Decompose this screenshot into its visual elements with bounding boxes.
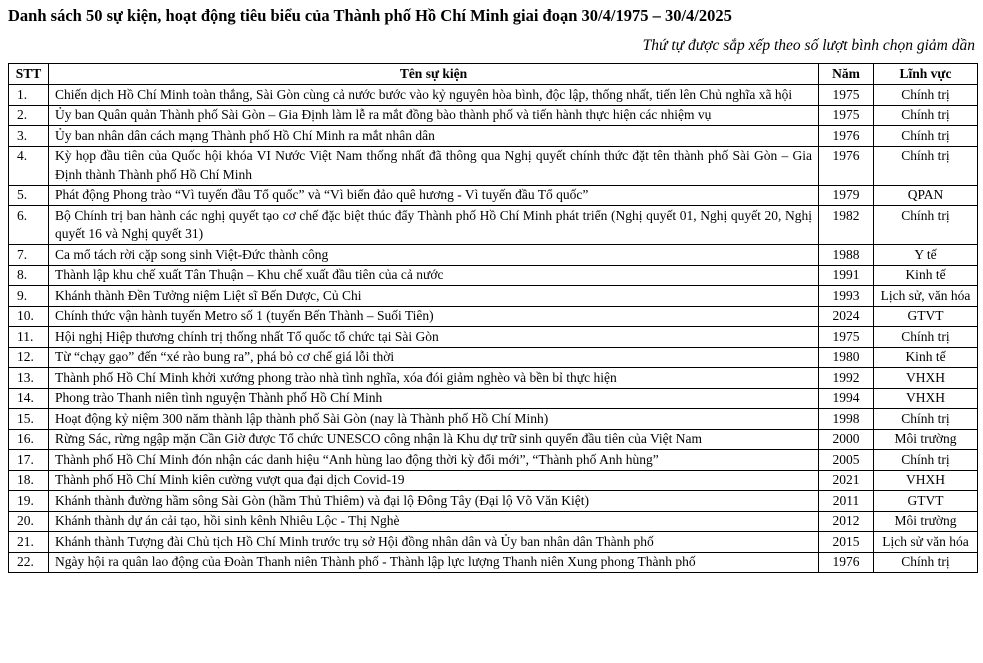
table-row	[9, 409, 978, 430]
field-cell: Chính trị	[874, 450, 978, 471]
table-row	[9, 245, 978, 266]
events-table	[8, 63, 978, 574]
table-header-row	[9, 63, 978, 85]
stt-cell: 3.	[9, 126, 49, 147]
stt-cell: 9.	[9, 286, 49, 307]
year-cell: 1975	[819, 327, 874, 348]
field-cell: VHXH	[874, 388, 978, 409]
year-cell: 1976	[819, 146, 874, 185]
column-header-stt: STT	[9, 63, 49, 85]
year-cell: 1979	[819, 185, 874, 206]
year-cell: 2015	[819, 532, 874, 553]
event-name-cell: Thành phố Hồ Chí Minh kiên cường vượt qua đại dịch Covid-19	[49, 470, 819, 491]
document-subtitle: Thứ tự được sắp xếp theo số lượt bình chọn giảm dần	[642, 36, 975, 54]
stt-cell: 17.	[9, 450, 49, 471]
year-cell: 1998	[819, 409, 874, 430]
field-cell: Chính trị	[874, 85, 978, 106]
document-title: Danh sách 50 sự kiện, hoạt động tiêu biểu của Thành phố Hồ Chí Minh giai đoạn 30/4/1975 – 30/4/2025	[8, 6, 732, 25]
stt-cell: 10.	[9, 306, 49, 327]
table-row	[9, 126, 978, 147]
table-row	[9, 206, 978, 245]
field-cell: Chính trị	[874, 327, 978, 348]
field-cell: Y tế	[874, 245, 978, 266]
year-cell: 1975	[819, 105, 874, 126]
field-cell: Lịch sử văn hóa	[874, 532, 978, 553]
event-name-cell: Ủy ban Quân quản Thành phố Sài Gòn – Gia Định làm lễ ra mắt đồng bào thành phố và tiến hành thực hiện các nhiệm vụ	[49, 105, 819, 126]
event-name-cell: Chiến dịch Hồ Chí Minh toàn thắng, Sài Gòn cùng cả nước bước vào kỷ nguyên hòa bình, độc lập, thống nhất, tiến lên Chủ nghĩa xã hội	[49, 85, 819, 106]
stt-cell: 2.	[9, 105, 49, 126]
table-row	[9, 450, 978, 471]
year-cell: 2005	[819, 450, 874, 471]
event-name-cell: Từ “chạy gạo” đến “xé rào bung ra”, phá bỏ cơ chế giá lỗi thời	[49, 347, 819, 368]
table-row	[9, 265, 978, 286]
table-row	[9, 105, 978, 126]
year-cell: 2000	[819, 429, 874, 450]
table-row	[9, 368, 978, 389]
event-name-cell: Phong trào Thanh niên tình nguyện Thành phố Hồ Chí Minh	[49, 388, 819, 409]
table-row	[9, 327, 978, 348]
column-header-event: Tên sự kiện	[49, 63, 819, 85]
year-cell: 2011	[819, 491, 874, 512]
stt-cell: 11.	[9, 327, 49, 348]
table-row	[9, 306, 978, 327]
year-cell: 2012	[819, 511, 874, 532]
field-cell: Môi trường	[874, 429, 978, 450]
year-cell: 1982	[819, 206, 874, 245]
column-header-year: Năm	[819, 63, 874, 85]
year-cell: 1994	[819, 388, 874, 409]
event-name-cell: Ca mổ tách rời cặp song sinh Việt-Đức thành công	[49, 245, 819, 266]
table-row	[9, 552, 978, 573]
year-cell: 1976	[819, 126, 874, 147]
event-name-cell: Rừng Sác, rừng ngập mặn Cần Giờ được Tổ chức UNESCO công nhận là Khu dự trữ sinh quyển đầu tiên của Việt Nam	[49, 429, 819, 450]
stt-cell: 19.	[9, 491, 49, 512]
event-name-cell: Thành phố Hồ Chí Minh khởi xướng phong trào nhà tình nghĩa, xóa đói giảm nghèo và bền bỉ thực hiện	[49, 368, 819, 389]
year-cell: 1993	[819, 286, 874, 307]
year-cell: 2021	[819, 470, 874, 491]
table-row	[9, 532, 978, 553]
table-row	[9, 286, 978, 307]
stt-cell: 4.	[9, 146, 49, 185]
year-cell: 1991	[819, 265, 874, 286]
event-name-cell: Khánh thành Đền Tưởng niệm Liệt sĩ Bến Dược, Củ Chi	[49, 286, 819, 307]
stt-cell: 13.	[9, 368, 49, 389]
event-name-cell: Hội nghị Hiệp thương chính trị thống nhất Tổ quốc tổ chức tại Sài Gòn	[49, 327, 819, 348]
stt-cell: 21.	[9, 532, 49, 553]
field-cell: Môi trường	[874, 511, 978, 532]
table-row	[9, 491, 978, 512]
event-name-cell: Kỳ họp đầu tiên của Quốc hội khóa VI Nước Việt Nam thống nhất đã thông qua Nghị quyết chính thức đặt tên thành phố Sài Gòn – Gia Định thành Thành phố Hồ Chí Minh	[49, 146, 819, 185]
field-cell: Lịch sử, văn hóa	[874, 286, 978, 307]
stt-cell: 6.	[9, 206, 49, 245]
field-cell: Chính trị	[874, 126, 978, 147]
field-cell: Chính trị	[874, 409, 978, 430]
stt-cell: 22.	[9, 552, 49, 573]
column-header-field: Lĩnh vực	[874, 63, 978, 85]
table-row	[9, 185, 978, 206]
year-cell: 1975	[819, 85, 874, 106]
field-cell: Kinh tế	[874, 347, 978, 368]
field-cell: Chính trị	[874, 105, 978, 126]
stt-cell: 20.	[9, 511, 49, 532]
stt-cell: 14.	[9, 388, 49, 409]
field-cell: GTVT	[874, 491, 978, 512]
event-name-cell: Khánh thành đường hầm sông Sài Gòn (hầm Thủ Thiêm) và đại lộ Đông Tây (Đại lộ Võ Văn Kiệt)	[49, 491, 819, 512]
year-cell: 1988	[819, 245, 874, 266]
event-name-cell: Khánh thành Tượng đài Chủ tịch Hồ Chí Minh trước trụ sở Hội đồng nhân dân và Ủy ban nhân dân Thành phố	[49, 532, 819, 553]
table-row	[9, 429, 978, 450]
year-cell: 1980	[819, 347, 874, 368]
field-cell: Chính trị	[874, 552, 978, 573]
field-cell: GTVT	[874, 306, 978, 327]
event-name-cell: Thành phố Hồ Chí Minh đón nhận các danh hiệu “Anh hùng lao động thời kỳ đổi mới”, “Thành phố Anh hùng”	[49, 450, 819, 471]
event-name-cell: Hoạt động kỷ niệm 300 năm thành lập thành phố Sài Gòn (nay là Thành phố Hồ Chí Minh)	[49, 409, 819, 430]
year-cell: 1992	[819, 368, 874, 389]
table-row	[9, 511, 978, 532]
stt-cell: 7.	[9, 245, 49, 266]
stt-cell: 5.	[9, 185, 49, 206]
table-row	[9, 85, 978, 106]
field-cell: Chính trị	[874, 146, 978, 185]
field-cell: VHXH	[874, 368, 978, 389]
table-row	[9, 470, 978, 491]
table-row	[9, 388, 978, 409]
event-name-cell: Ủy ban nhân dân cách mạng Thành phố Hồ Chí Minh ra mắt nhân dân	[49, 126, 819, 147]
year-cell: 2024	[819, 306, 874, 327]
stt-cell: 1.	[9, 85, 49, 106]
event-name-cell: Khánh thành dự án cải tạo, hồi sinh kênh Nhiêu Lộc - Thị Nghè	[49, 511, 819, 532]
stt-cell: 8.	[9, 265, 49, 286]
event-name-cell: Bộ Chính trị ban hành các nghị quyết tạo cơ chế đặc biệt thúc đẩy Thành phố Hồ Chí Minh phát triển (Nghị quyết 01, Nghị quyết 20, Nghị quyết 16 và Nghị quyết 31)	[49, 206, 819, 245]
stt-cell: 12.	[9, 347, 49, 368]
table-row	[9, 347, 978, 368]
stt-cell: 15.	[9, 409, 49, 430]
field-cell: VHXH	[874, 470, 978, 491]
event-name-cell: Chính thức vận hành tuyến Metro số 1 (tuyến Bến Thành – Suối Tiên)	[49, 306, 819, 327]
event-name-cell: Ngày hội ra quân lao động của Đoàn Thanh niên Thành phố - Thành lập lực lượng Thanh niên Xung phong Thành phố	[49, 552, 819, 573]
field-cell: Chính trị	[874, 206, 978, 245]
event-table-body	[9, 85, 978, 573]
stt-cell: 16.	[9, 429, 49, 450]
event-name-cell: Thành lập khu chế xuất Tân Thuận – Khu chế xuất đầu tiên của cả nước	[49, 265, 819, 286]
stt-cell: 18.	[9, 470, 49, 491]
table-row	[9, 146, 978, 185]
year-cell: 1976	[819, 552, 874, 573]
event-name-cell: Phát động Phong trào “Vì tuyến đầu Tổ quốc” và “Vì biển đảo quê hương - Vì tuyến đầu Tổ quốc”	[49, 185, 819, 206]
field-cell: QPAN	[874, 185, 978, 206]
field-cell: Kinh tế	[874, 265, 978, 286]
